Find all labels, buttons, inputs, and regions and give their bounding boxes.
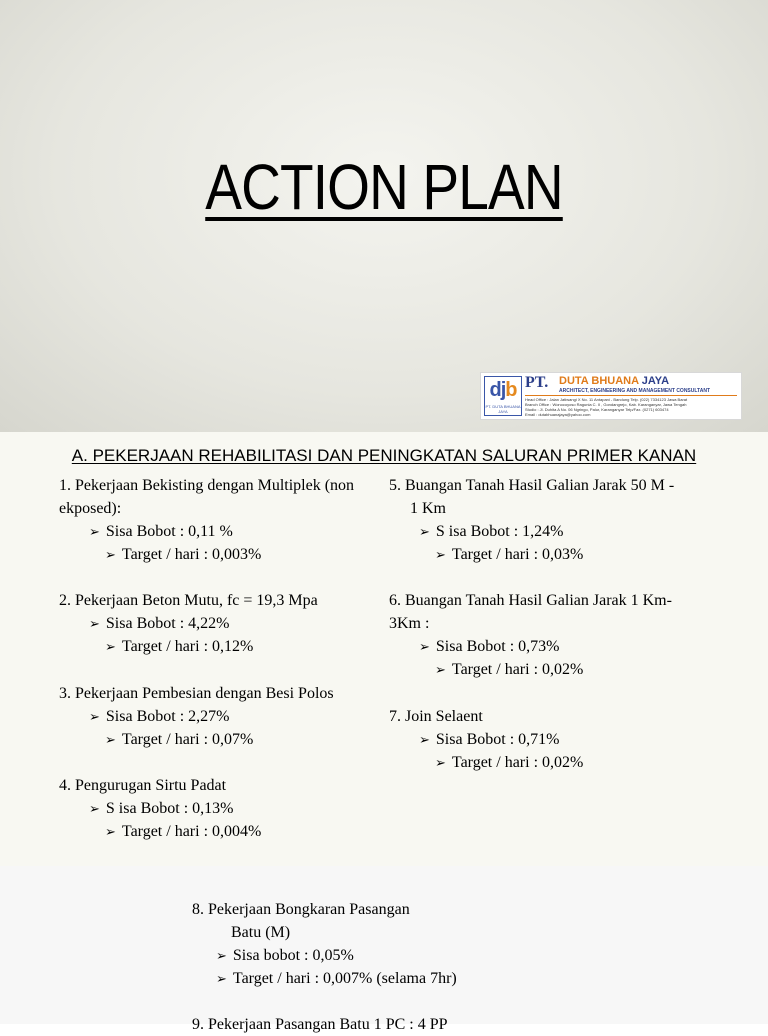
section-heading: A. PEKERJAAN REHABILITASI DAN PENINGKATAN SALURAN PRIMER KANAN — [71, 446, 697, 465]
logo-address-line: Branch Office : Wonocoyoso Ragunia C. II , Gondangrejo, Kab. Karanganyar, Jawa Tengah — [525, 402, 687, 407]
item-sisa-bobot: ➢ Sisa Bobot : 2,27% — [89, 705, 229, 729]
content-slide-2 — [0, 866, 768, 1024]
item-sisa-bobot: ➢ Sisa Bobot : 4,22% — [89, 612, 229, 636]
item-target: ➢ Target / hari : 0,03% — [435, 543, 583, 567]
item-target: ➢ Target / hari : 0,004% — [105, 820, 261, 844]
item-target: ➢ Target / hari : 0,07% — [105, 728, 253, 752]
item-target: ➢ Target / hari : 0,02% — [435, 751, 583, 775]
logo-company-name: DUTA BHUANA JAYA — [559, 375, 670, 387]
slide-title: ACTION PLAN — [205, 151, 563, 223]
item-sisa-bobot: ➢ Sisa bobot : 0,05% — [216, 944, 354, 968]
logo-address-line: Studio : Jl. Duhita A No. 06 Ngringo, Palur, Karanganyar Telp/Fax. (0271) 603474 — [525, 407, 669, 412]
item-title: 1. Pekerjaan Bekisting dengan Multiplek (non — [59, 477, 355, 494]
logo-mark-icon: djb PT. DUTA BHUANA JAYA — [484, 376, 522, 416]
item-title: 1 Km — [410, 500, 446, 517]
item-title: 2. Pekerjaan Beton Mutu, fc = 19,3 Mpa — [59, 592, 318, 609]
item-sisa-bobot: ➢ Sisa Bobot : 0,71% — [419, 728, 559, 752]
item-sisa-bobot: ➢ Sisa Bobot : 0,73% — [419, 635, 559, 659]
item-target: ➢ Target / hari : 0,02% — [435, 658, 583, 682]
item-title: 3. Pekerjaan Pembesian dengan Besi Polos — [59, 685, 334, 702]
item-target: ➢ Target / hari : 0,003% — [105, 543, 261, 567]
title-slide — [0, 0, 768, 432]
item-sisa-bobot: ➢ S isa Bobot : 0,13% — [89, 797, 233, 821]
item-title: 5. Buangan Tanah Hasil Galian Jarak 50 M - — [389, 477, 675, 494]
logo-address-line: Head Office : Jalan Jatiwangi X No. 11 Antapani - Bandung Telp. (022) 7334123 Jawa Barat — [525, 397, 688, 402]
item-title: 9. Pekerjaan Pasangan Batu 1 PC : 4 PP — [192, 1016, 448, 1033]
item-sisa-bobot: ➢ Sisa Bobot : 0,11 % — [89, 520, 233, 544]
logo-pt: PT. — [525, 374, 549, 391]
item-title: 8. Pekerjaan Bongkaran Pasangan — [192, 901, 410, 918]
item-sisa-bobot: ➢ S isa Bobot : 1,24% — [419, 520, 563, 544]
item-target: ➢ Target / hari : 0,12% — [105, 635, 253, 659]
item-target: ➢ Target / hari : 0,007% (selama 7hr) — [216, 967, 457, 991]
logo-subtitle: ARCHITECT, ENGINEERING AND MANAGEMENT CONSULTANT — [559, 388, 711, 394]
company-logo — [480, 372, 742, 420]
item-title: 6. Buangan Tanah Hasil Galian Jarak 1 Km- — [389, 592, 672, 609]
item-title: Batu (M) — [231, 924, 291, 941]
logo-divider — [525, 395, 737, 396]
item-title: 3Km : — [389, 615, 430, 632]
item-title: ekposed): — [59, 500, 122, 517]
logo-email-line: Email : dutabhuanajaya@yahoo.com — [525, 412, 591, 417]
item-title: 7. Join Selaent — [389, 708, 483, 725]
item-title: 4. Pengurugan Sirtu Padat — [59, 777, 227, 794]
